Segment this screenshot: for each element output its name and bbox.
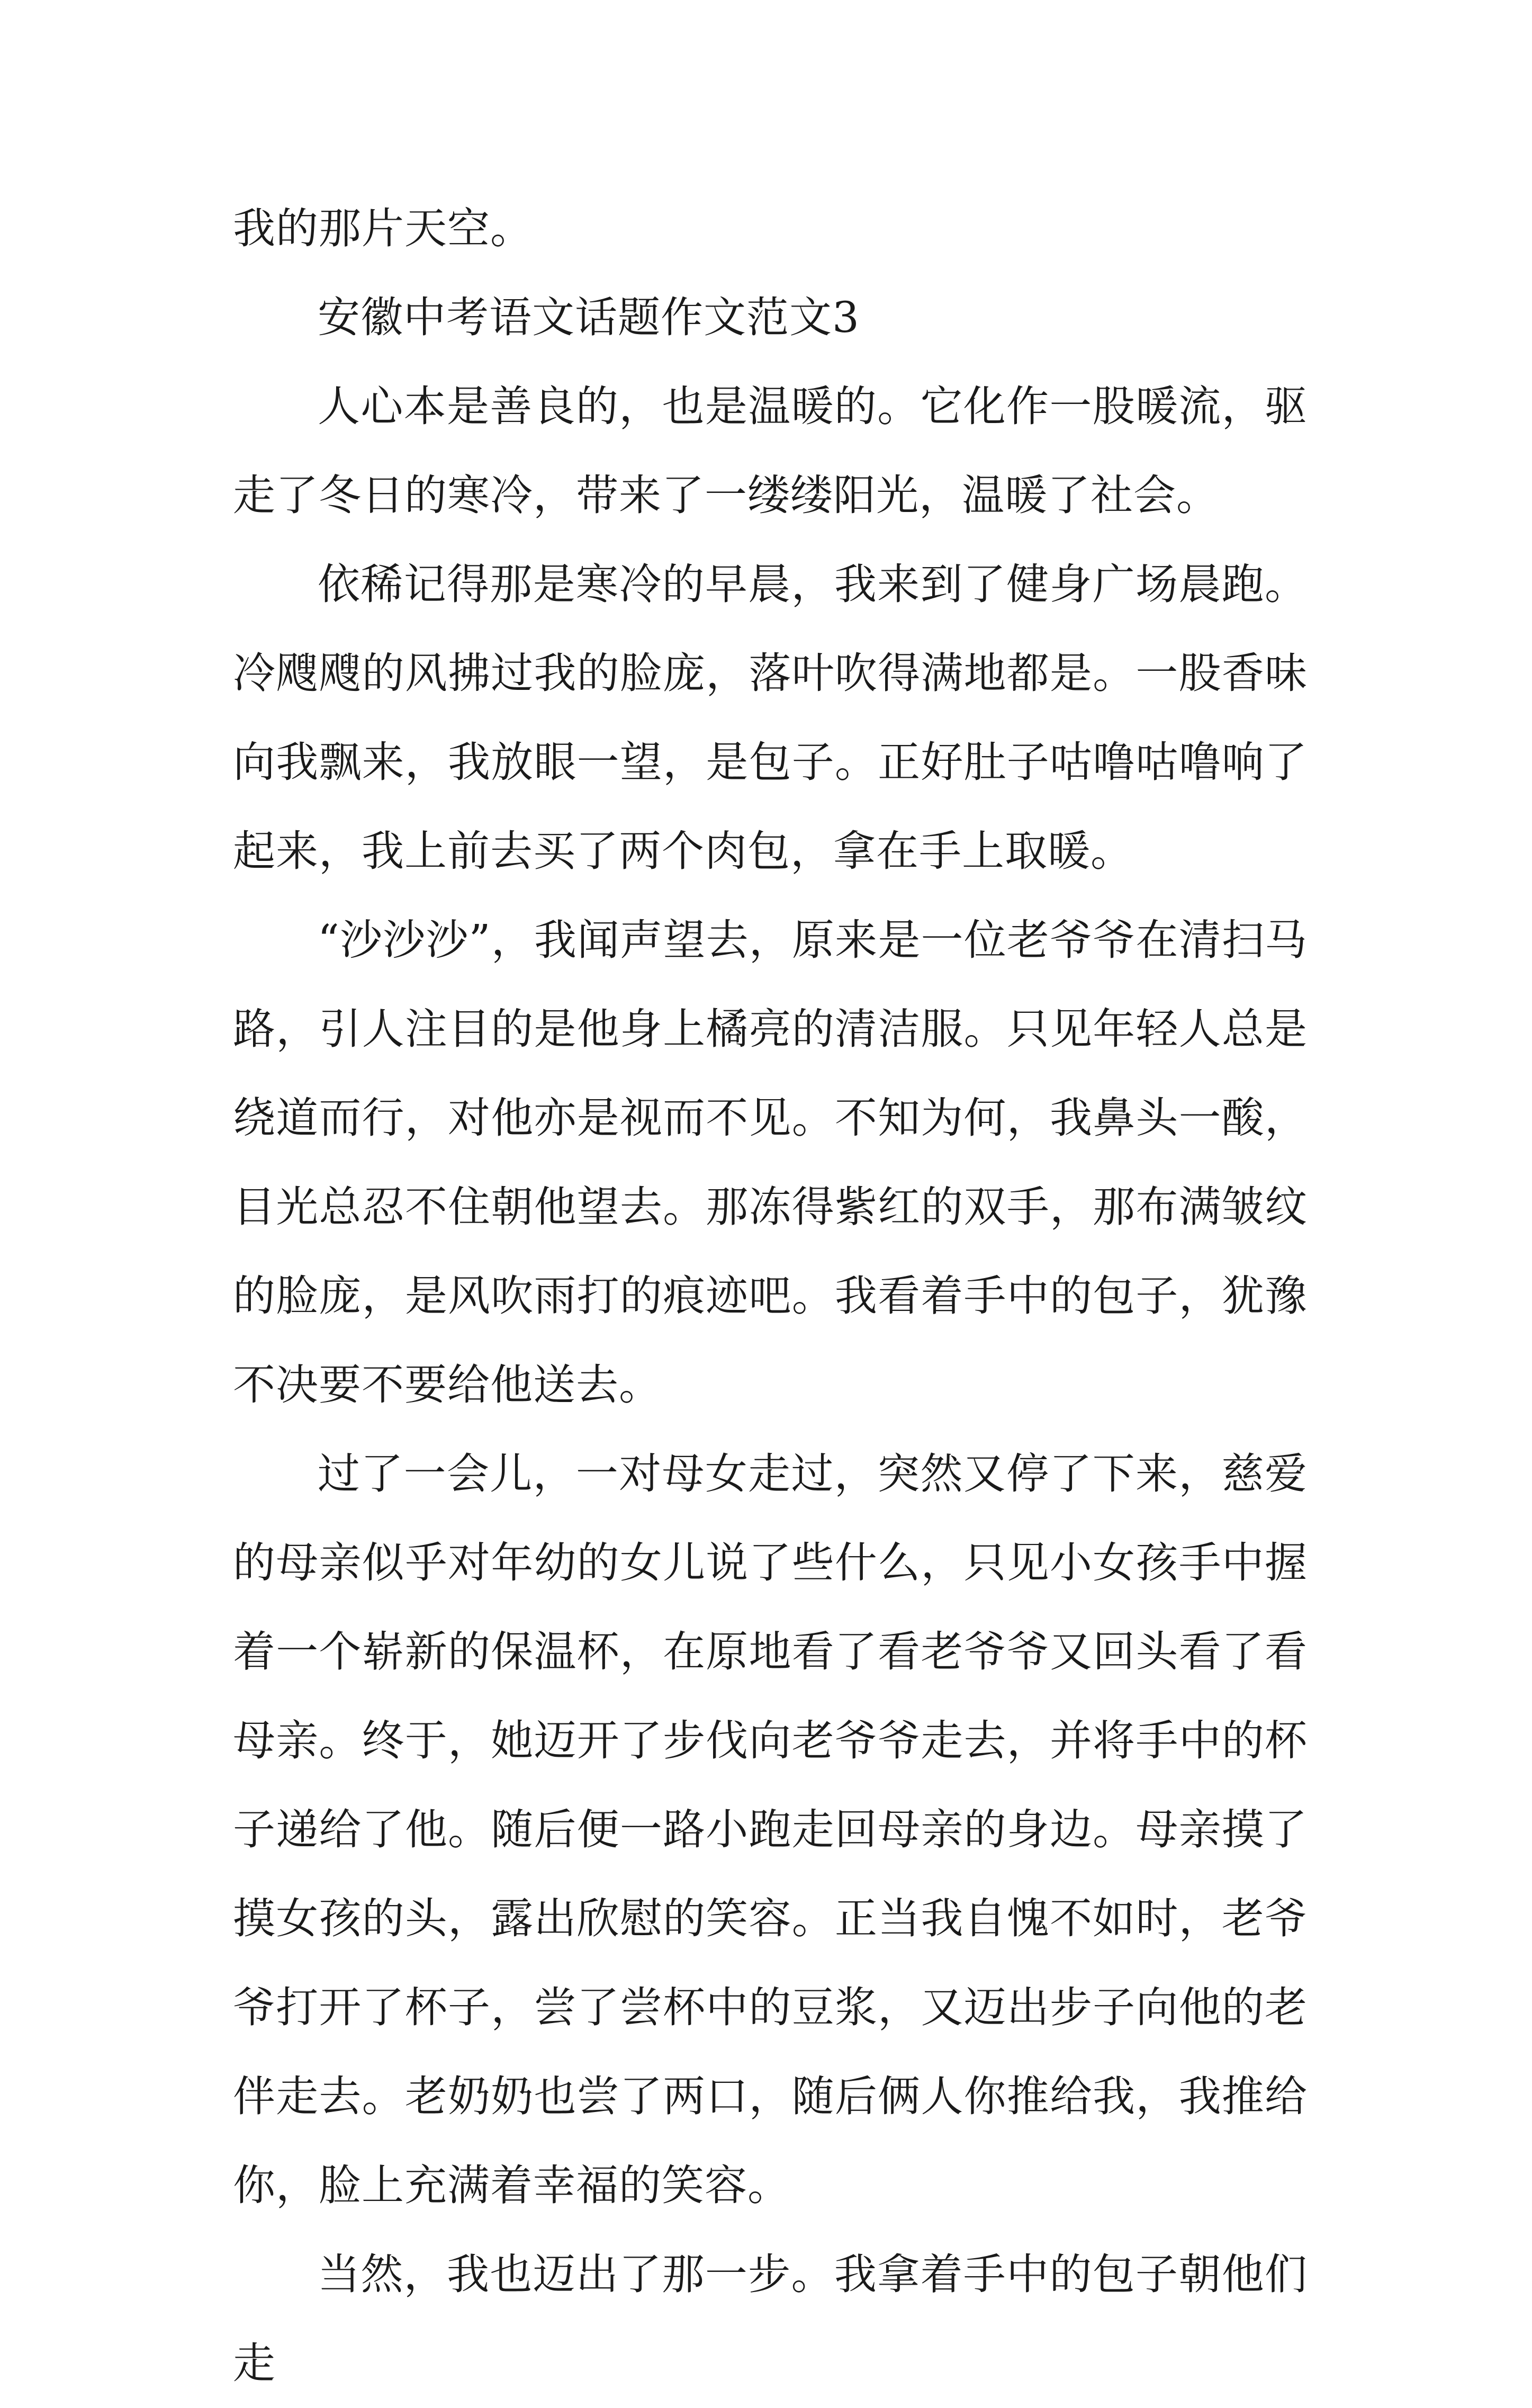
document-body: [233, 184, 1308, 2408]
continuation-line: 我的那片天空。: [233, 204, 533, 253]
paragraph: 依稀记得那是寒冷的早晨，我来到了健身广场晨跑。冷飕飕的风拂过我的脸庞，落叶吹得满地都是。一股香味向我飘来，我放眼一望，是包子。正好肚子咕噜咕噜响了起来，我上前去买了两个肉包，拿在手上取暖。: [233, 560, 1308, 876]
paragraph: 当然，我也迈出了那一步。我拿着手中的包子朝他们走: [233, 2250, 1308, 2388]
paragraph: 人心本是善良的，也是温暖的。它化作一股暖流，驱走了冬日的寒冷，带来了一缕缕阳光，温暖了社会。: [233, 382, 1308, 520]
paragraph: 过了一会儿，一对母女走过，突然又停了下来，慈爱的母亲似乎对年幼的女儿说了些什么，只见小女孩手中握着一个崭新的保温杯，在原地看了看老爷爷又回头看了看母亲。终于，她迈开了步伐向老爷爷走去，并将手中的杯子递给了他。随后便一路小跑走回母亲的身边。母亲摸了摸女孩的头，露出欣慰的笑容。正当我自愧不如时，老爷爷打开了杯子，尝了尝杯中的豆浆，又迈出步子向他的老伴走去。老奶奶也尝了两口，随后俩人你推给我，我推给你，脸上充满着幸福的笑容。: [233, 1449, 1308, 2210]
essay-title: 安徽中考语文话题作文范文3: [318, 293, 860, 342]
paragraph: “沙沙沙”，我闻声望去，原来是一位老爷爷在清扫马路，引人注目的是他身上橘亮的清洁服。只见年轻人总是绕道而行，对他亦是视而不见。不知为何，我鼻头一酸，目光总忍不住朝他望去。那冻得紫红的双手，那布满皱纹的脸庞，是风吹雨打的痕迹吧。我看着手中的包子，犹豫不决要不要给他送去。: [233, 915, 1308, 1409]
